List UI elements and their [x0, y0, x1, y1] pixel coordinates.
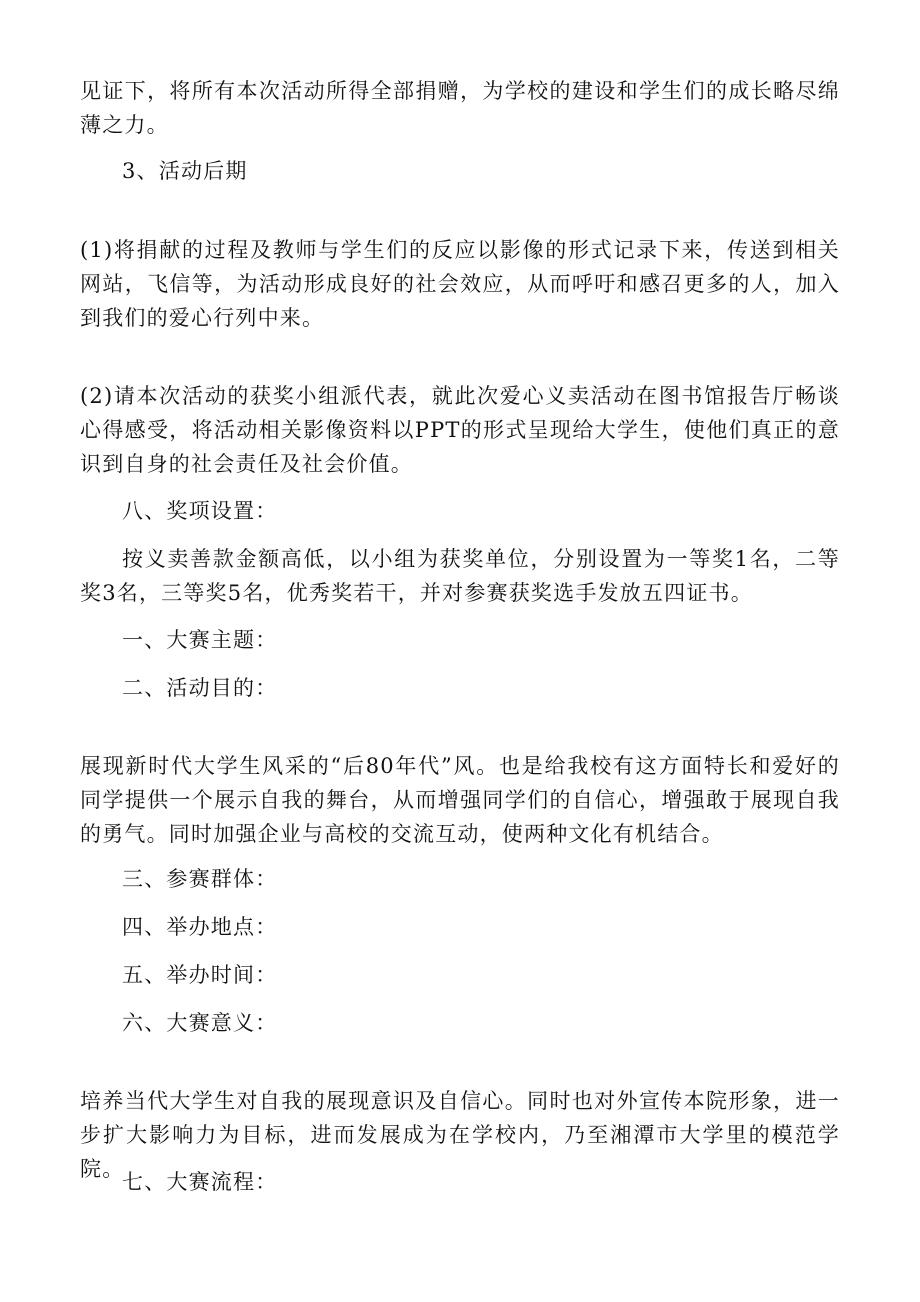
paragraph-purpose-details: 展现新时代大学生风采的“后80年代”风。也是给我校有这方面特长和爱好的同学提供一个展示自我的舞台，从而增强同学们的自信心，增强敢于展现自我的勇气。同时加强企业与高校的交流互动，使两种文化有机结合。	[80, 754, 840, 846]
heading-award-settings: 八、奖项设置：	[122, 499, 278, 523]
paragraph-award-details: 按义卖善款金额高低，以小组为获奖单位，分别设置为一等奖1名，二等奖3名，三等奖5名，优秀奖若干，并对参赛获奖选手发放五四证书。	[80, 547, 840, 605]
paragraph-award-representative: (2)请本次活动的获奖小组派代表，就此次爱心义卖活动在图书馆报告厅畅谈心得感受，将活动相关影像资料以PPT的形式呈现给大学生，使他们真正的意识到自身的社会责任及社会价值。	[80, 384, 840, 476]
heading-participants: 三、参赛群体：	[122, 867, 278, 891]
heading-contest-theme: 一、大赛主题：	[122, 628, 278, 652]
paragraph-record-video: (1)将捐献的过程及教师与学生们的反应以影像的形式记录下来，传送到相关网站，飞信等，为活动形成良好的社会效应，从而呼吁和感召更多的人，加入到我们的爱心行列中来。	[80, 238, 840, 330]
heading-time: 五、举办时间：	[122, 963, 278, 987]
paragraph-donation-intro: 见证下，将所有本次活动所得全部捐赠，为学校的建设和学生们的成长略尽绵薄之力。	[80, 79, 840, 137]
heading-activity-purpose: 二、活动目的：	[122, 676, 278, 700]
paragraph-significance-details: 培养当代大学生对自我的展现意识及自信心。同时也对外宣传本院形象，进一步扩大影响力为目标，进而发展成为在学校内，乃至湘潭市大学里的模范学院。	[80, 1089, 840, 1181]
heading-venue: 四、举办地点：	[122, 915, 278, 939]
heading-contest-process: 七、大赛流程：	[122, 1170, 278, 1194]
heading-significance: 六、大赛意义：	[122, 1011, 278, 1035]
heading-activity-late-stage: 3、活动后期	[122, 159, 248, 183]
